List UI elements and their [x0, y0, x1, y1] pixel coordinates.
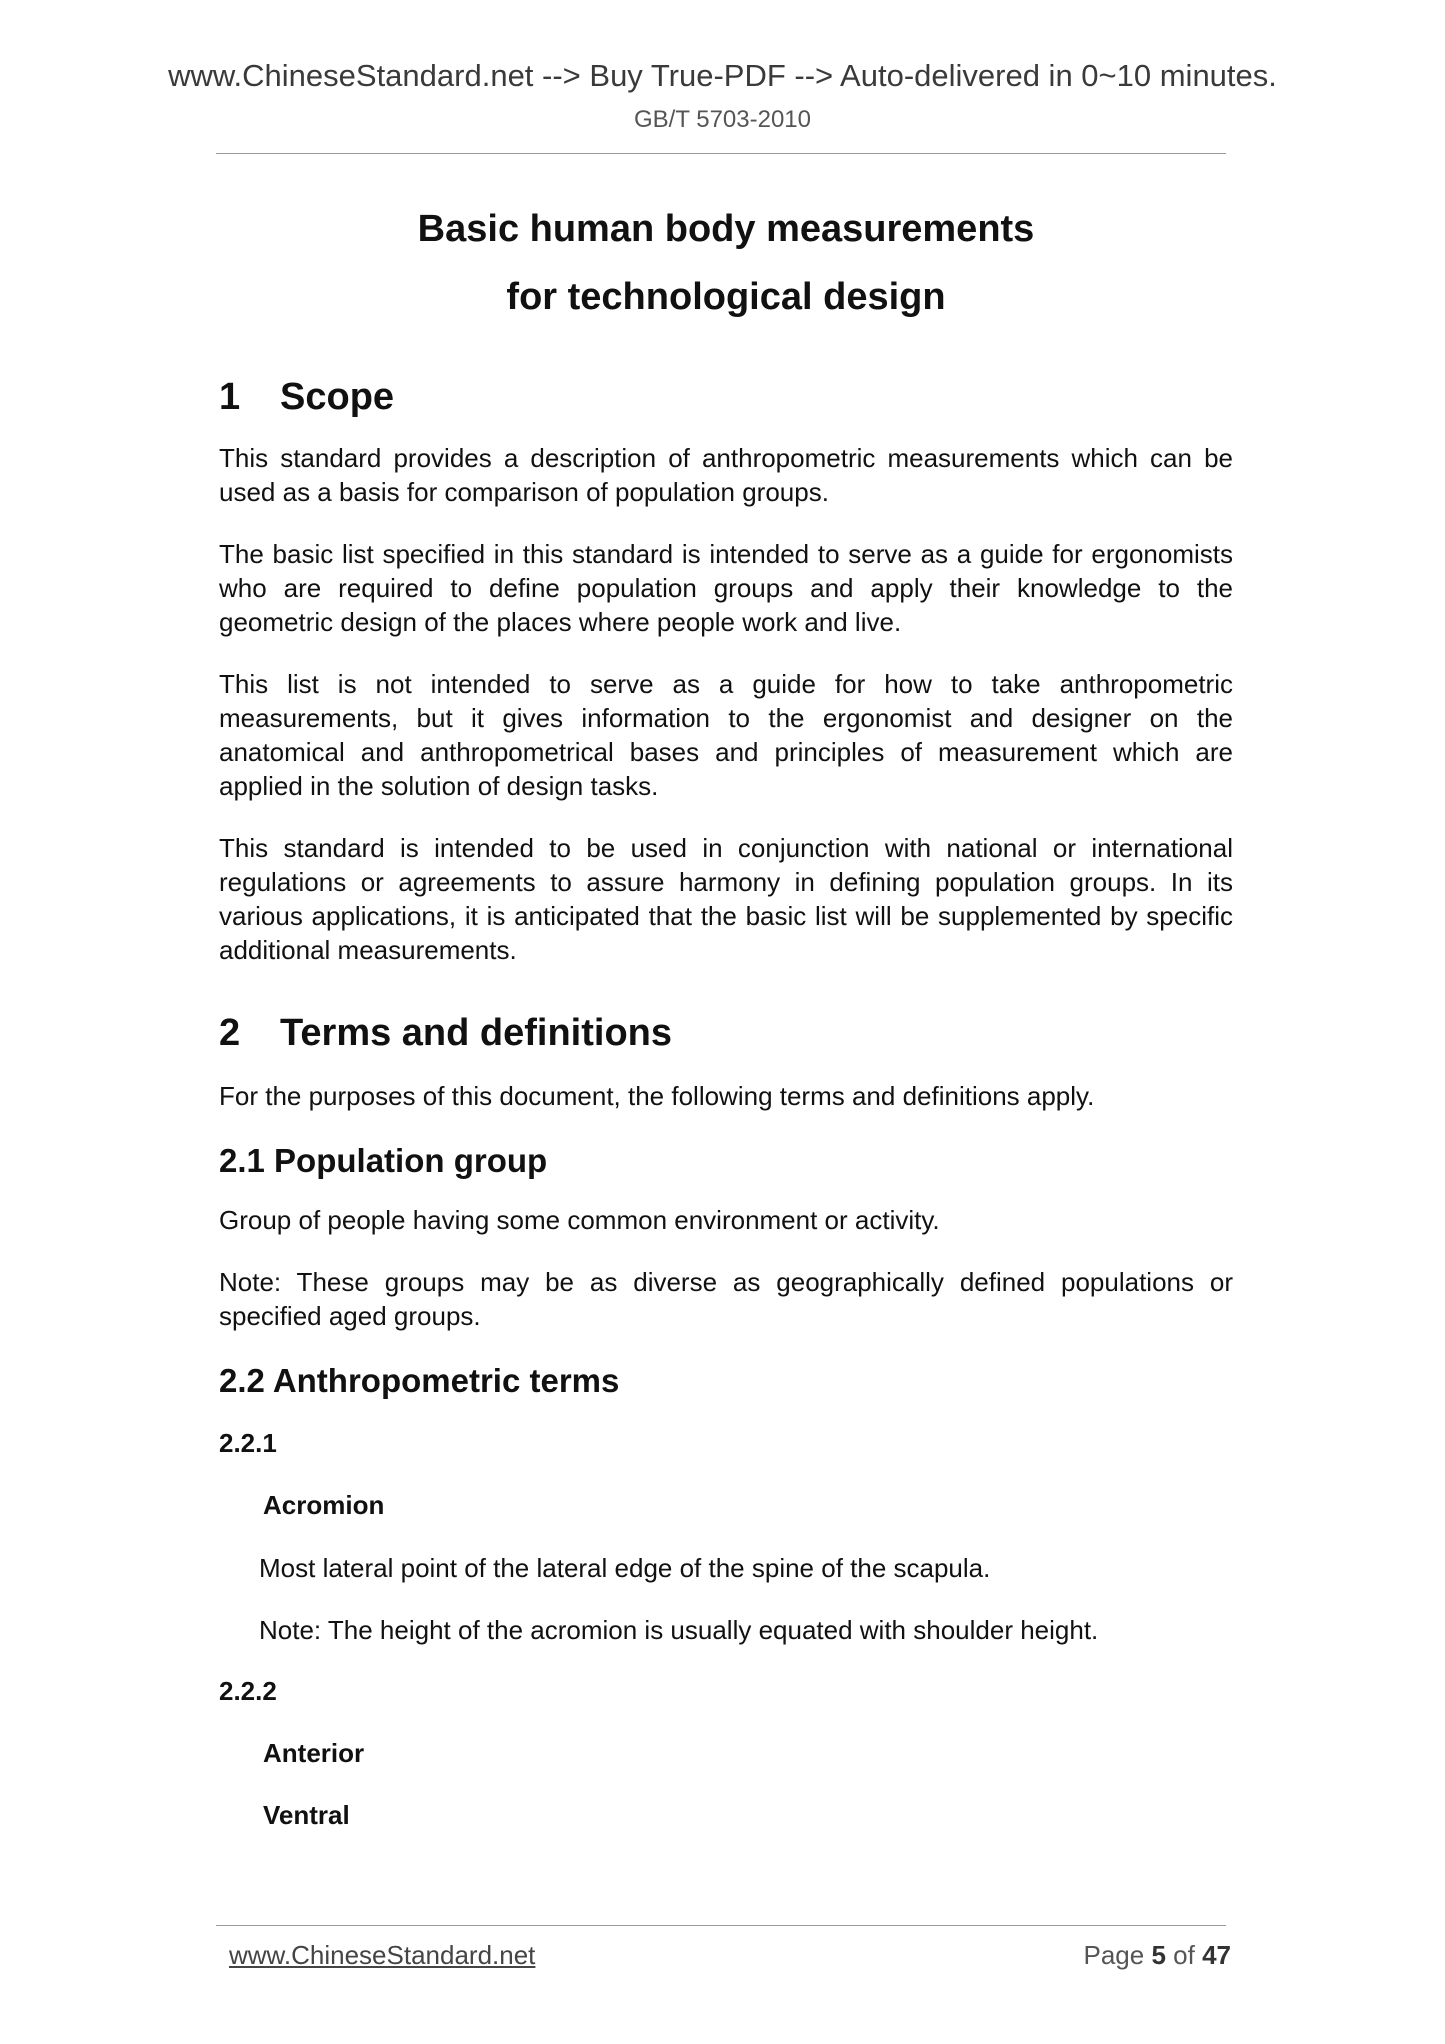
term-anterior: Anterior: [263, 1738, 365, 1768]
page-indicator: [1083, 1940, 1231, 1971]
document-body: [219, 195, 1233, 1833]
section-1-heading: [219, 373, 1233, 421]
subsection-2-2-heading: 2.2 Anthropometric terms: [219, 1362, 620, 1399]
population-group-definition: Group of people having some common environment or activity.: [219, 1205, 940, 1235]
terms-intro: For the purposes of this document, the following terms and definitions apply.: [219, 1081, 1095, 1111]
page-label: Page: [1083, 1940, 1145, 1970]
term-ventral: Ventral: [263, 1800, 350, 1830]
section-2-title: Terms and definitions: [280, 1012, 673, 1054]
scope-paragraph-1: This standard provides a description of anthropometric measurements which can be used as a basis for comparison of population groups.: [219, 443, 1233, 507]
term-2-2-1-number: 2.2.1: [219, 1428, 277, 1458]
term-2-2-2-number: 2.2.2: [219, 1676, 277, 1706]
scope-paragraph-3: This list is not intended to serve as a guide for how to take anthropometric measurements, but it gives information to the ergonomist and designer on the anatomical and anthropometrical bases and principles of measurement which are applied in the solution of design tasks.: [219, 669, 1233, 801]
section-2-number: 2: [219, 1012, 241, 1054]
section-1-title: Scope: [280, 376, 395, 418]
standard-code: GB/T 5703-2010: [633, 106, 811, 133]
subsection-2-1-heading: 2.1 Population group: [219, 1142, 548, 1179]
acromion-note: Note: The height of the acromion is usually equated with shoulder height.: [259, 1615, 1099, 1645]
header-divider: [216, 153, 1226, 154]
page-total: 47: [1202, 1940, 1231, 1970]
title-line-1: Basic human body measurements: [417, 208, 1035, 250]
scope-paragraph-2: The basic list specified in this standard is intended to serve as a guide for ergonomists who are required to define population groups and apply their knowledge to the geometric design of the places where people work and live.: [219, 539, 1233, 637]
section-2-heading: [219, 1009, 1233, 1057]
term-acromion: Acromion: [263, 1490, 385, 1520]
page-of: of: [1173, 1940, 1195, 1970]
title-line-2: for technological design: [506, 276, 946, 318]
document-title: [219, 195, 1233, 331]
population-group-note: Note: These groups may be as diverse as geographically defined populations or specified aged groups.: [219, 1267, 1233, 1331]
page-current: 5: [1151, 1940, 1166, 1970]
footer-website-link[interactable]: www.ChineseStandard.net: [229, 1940, 536, 1970]
acromion-definition: Most lateral point of the lateral edge of the spine of the scapula.: [259, 1553, 991, 1583]
scope-paragraph-4: This standard is intended to be used in conjunction with national or international regulations or agreements to assure harmony in defining population groups. In its various applications, it is anticipated that the basic list will be supplemented by specific additional measurements.: [219, 833, 1233, 965]
section-1-number: 1: [219, 376, 241, 418]
header-banner: www.ChineseStandard.net --> Buy True-PDF --> Auto-delivered in 0~10 minutes.: [168, 58, 1277, 93]
footer-divider: [216, 1925, 1226, 1926]
